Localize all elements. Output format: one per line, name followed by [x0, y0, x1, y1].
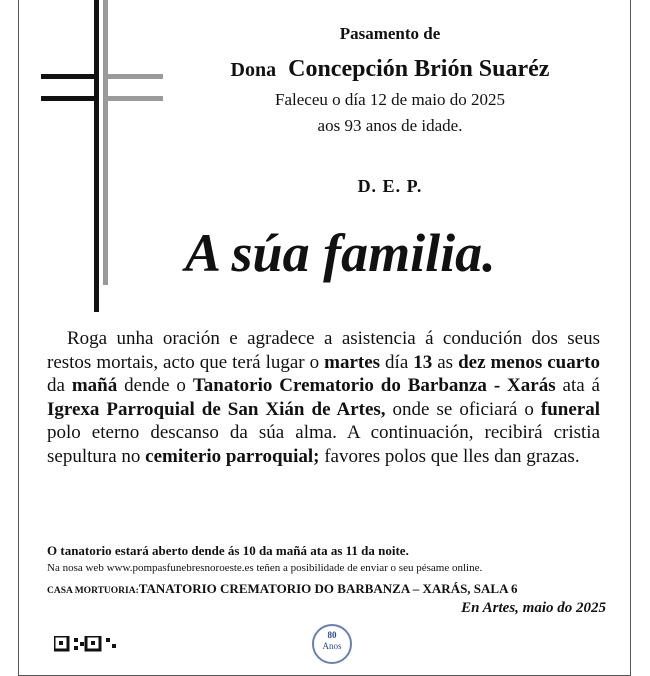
body-text: ata á	[555, 375, 600, 397]
cross-horizontal-gray-lower	[103, 96, 163, 101]
body-text: dende o	[117, 375, 193, 397]
cross-vertical-black	[94, 0, 99, 312]
body-bold: cemiterio parroquial;	[145, 445, 320, 467]
casa-label: CASA MORTUORIA:	[47, 586, 139, 596]
body-text: as	[432, 351, 459, 373]
deceased-full-name: Concepción Brión Suaréz	[288, 56, 550, 82]
body-bold: dez menos cuarto	[458, 351, 600, 373]
deceased-name	[170, 56, 610, 83]
body-text: día	[380, 351, 414, 373]
seal-number: 80	[327, 630, 337, 640]
rip-abbreviation: D. E. P.	[357, 176, 423, 196]
body-bold: Igrexa Parroquial de San Xián de Artes,	[47, 398, 386, 420]
anniversary-seal	[312, 624, 352, 664]
casa-value: TANATORIO CREMATORIO DO BARBANZA – XARÁS, SALA 6	[138, 581, 518, 596]
honorific: Dona	[230, 59, 277, 81]
age: aos 93 anos de idade.	[317, 116, 463, 135]
place-date-signature: En Artes, maio do 2025	[461, 600, 606, 616]
casa-mortuoria	[47, 581, 607, 597]
seal-text: Anos	[322, 641, 342, 651]
body-bold: 13	[413, 351, 433, 373]
cross-horizontal-black	[41, 74, 99, 79]
body-bold: martes	[324, 351, 381, 373]
cross-horizontal-black-lower	[41, 96, 99, 101]
body-paragraph	[47, 327, 600, 469]
body-text: da	[47, 375, 72, 397]
body-text: Roga unha oración e agradece a asistencia á condución dos seus restos mortais, acto que terá lugar o	[47, 328, 600, 373]
notice-title: Pasamento de	[339, 24, 441, 43]
web-link[interactable]: www.pompasfunebresnoroeste.es	[106, 562, 254, 574]
web-suffix: teñen a posibilidade de enviar o seu pésame online.	[253, 562, 483, 574]
web-prefix: Na nosa web	[47, 562, 107, 574]
death-date: Faleceu o día 12 de maio do 2025	[275, 90, 505, 109]
family-heading: A súa familia.	[185, 223, 496, 283]
body-text: onde se oficiará o	[385, 398, 541, 420]
tanatorio-hours: O tanatorio estará aberto dende ás 10 da mañá ata as 11 da noite.	[47, 543, 409, 558]
qr-code-icon[interactable]	[54, 636, 120, 656]
body-text: polo eterno descanso da súa alma. A continuación, recibirá cristia sepultura no	[47, 422, 600, 467]
notice-body	[47, 327, 600, 469]
body-bold: Tanatorio Crematorio do Barbanza - Xarás	[192, 375, 556, 397]
body-bold: funeral	[540, 398, 600, 420]
cross-vertical-gray	[103, 0, 108, 285]
cross-horizontal-gray	[103, 74, 163, 79]
web-line	[47, 562, 607, 574]
body-text: favores polos que lles dan grazas.	[319, 445, 580, 467]
body-bold: mañá	[71, 375, 118, 397]
